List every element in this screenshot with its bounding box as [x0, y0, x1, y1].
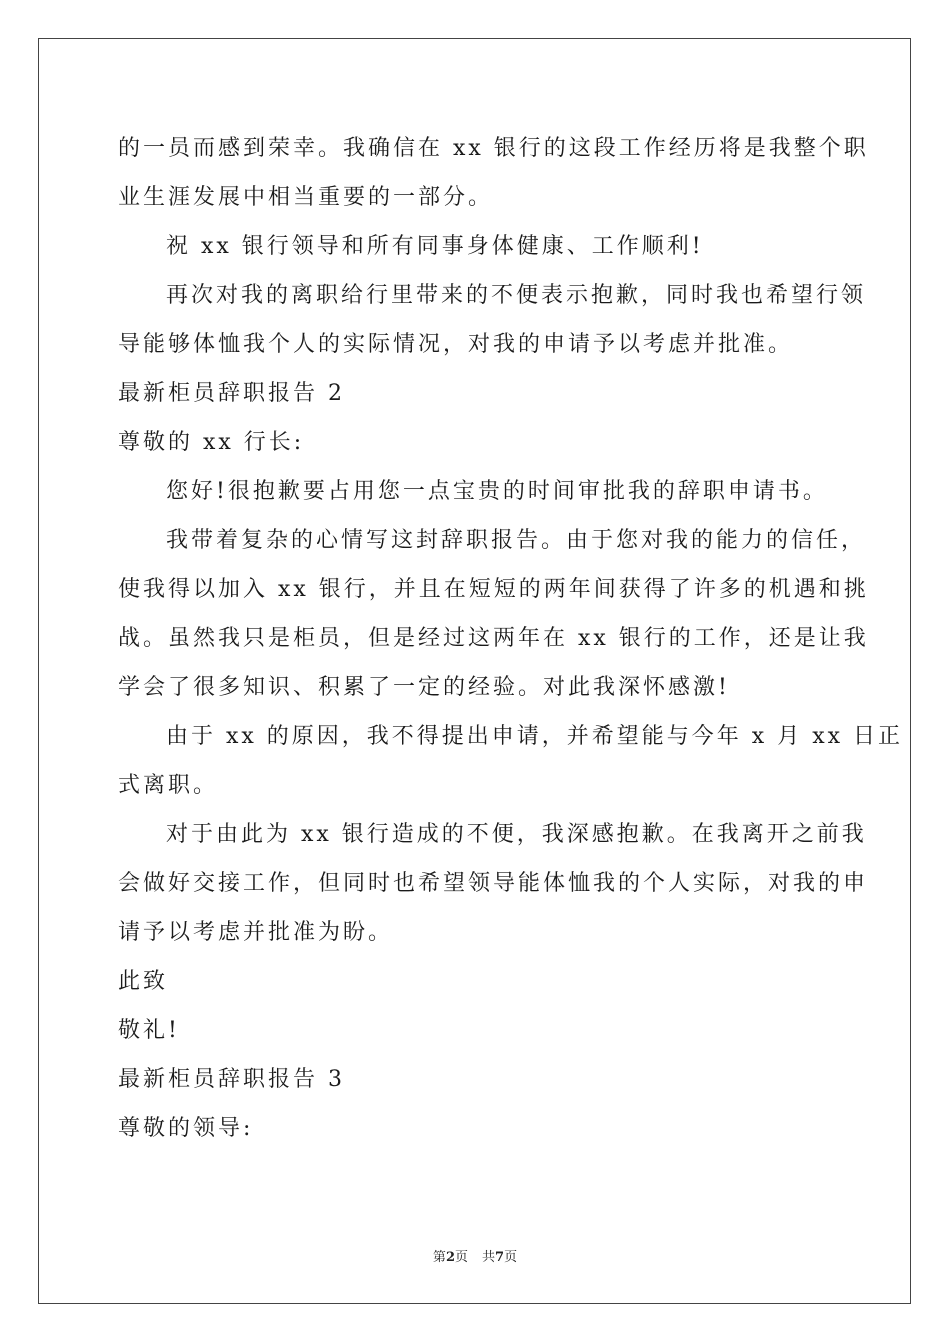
paragraph-line: 式离职。 — [118, 773, 219, 798]
page-footer — [0, 1246, 950, 1265]
paragraph-line: 对于由此为 xx 银行造成的不便，我深感抱歉。在我离开之前我 — [166, 822, 867, 847]
salutation: 尊敬的 xx 行长: — [118, 430, 305, 455]
salutation: 尊敬的领导: — [118, 1116, 254, 1141]
section-heading: 最新柜员辞职报告 2 — [118, 381, 345, 406]
total-page-count: 7 — [495, 1250, 505, 1265]
closing-line: 敬礼! — [118, 1018, 180, 1043]
paragraph-line: 使我得以加入 xx 银行，并且在短短的两年间获得了许多的机遇和挑 — [118, 577, 869, 602]
paragraph-line: 我带着复杂的心情写这封辞职报告。由于您对我的能力的信任， — [166, 528, 867, 553]
paragraph-line: 会做好交接工作，但同时也希望领导能体恤我的个人实际，对我的申 — [118, 871, 869, 896]
paragraph-line: 战。虽然我只是柜员，但是经过这两年在 xx 银行的工作，还是让我 — [118, 626, 869, 651]
paragraph-line: 的一员而感到荣幸。我确信在 xx 银行的这段工作经历将是我整个职 — [118, 136, 869, 161]
paragraph-line: 您好!很抱歉要占用您一点宝贵的时间审批我的辞职申请书。 — [166, 479, 828, 504]
paragraph-line: 祝 xx 银行领导和所有同事身体健康、工作顺利! — [166, 234, 704, 259]
page-number-label: 第2页 — [432, 1250, 468, 1265]
paragraph-line: 学会了很多知识、积累了一定的经验。对此我深怀感激! — [118, 675, 730, 700]
closing-line: 此致 — [118, 969, 169, 994]
total-pages-label: 共7页 — [482, 1250, 518, 1265]
paragraph-line: 业生涯发展中相当重要的一部分。 — [118, 185, 494, 210]
paragraph-line: 再次对我的离职给行里带来的不便表示抱歉，同时我也希望行领 — [166, 283, 867, 308]
paragraph-line: 导能够体恤我个人的实际情况，对我的申请予以考虑并批准。 — [118, 332, 794, 357]
document-body — [118, 124, 903, 1153]
paragraph-line: 请予以考虑并批准为盼。 — [118, 920, 394, 945]
current-page-number: 2 — [445, 1250, 455, 1265]
paragraph-line: 由于 xx 的原因，我不得提出申请，并希望能与今年 x 月 xx 日正 — [166, 724, 903, 749]
section-heading: 最新柜员辞职报告 3 — [118, 1067, 345, 1092]
